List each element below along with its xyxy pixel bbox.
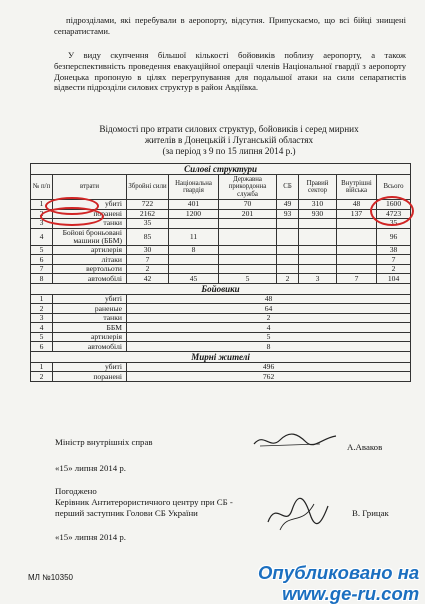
paragraph-intro: підрозділами, які перебували в аеропорту, відсутня. Припускаємо, що всі бійці знищені сепаратистами. xyxy=(54,15,406,36)
table-row xyxy=(31,304,411,314)
table-cell: 3 xyxy=(299,274,337,284)
table-cell: 2 xyxy=(377,264,411,274)
row-label: літаки xyxy=(53,255,127,265)
minister-title: Міністр внутрішніх справ xyxy=(55,437,153,447)
row-label: поранені xyxy=(53,372,127,382)
row-number: 2 xyxy=(31,372,53,382)
row-number: 1 xyxy=(31,362,53,372)
table-cell: 496 xyxy=(127,362,411,372)
table-cell: 137 xyxy=(337,209,377,219)
table-row xyxy=(31,342,411,352)
fighters-rows xyxy=(31,294,411,351)
row-number: 2 xyxy=(31,209,53,219)
table-cell xyxy=(337,255,377,265)
losses-table xyxy=(30,163,411,382)
table-cell xyxy=(169,264,219,274)
table-row xyxy=(31,294,411,304)
column-header: Правий сектор xyxy=(299,175,337,200)
table-cell: 42 xyxy=(127,274,169,284)
table-cell: 2162 xyxy=(127,209,169,219)
column-header: Державна прикордонна служба xyxy=(219,175,277,200)
table-cell: 762 xyxy=(127,372,411,382)
table-cell xyxy=(219,255,277,265)
row-label: убиті xyxy=(53,294,127,304)
row-label: танки xyxy=(53,219,127,229)
row-label: танки xyxy=(53,313,127,323)
ato-head-title: Керівник Антитерористичного центру при СБ - xyxy=(55,497,233,507)
column-header: Внутрішні війська xyxy=(337,175,377,200)
table-cell xyxy=(277,264,299,274)
ato-head-name: В. Грицак xyxy=(352,508,389,518)
section-title-forces: Силові структури xyxy=(31,164,411,175)
table-cell xyxy=(277,219,299,229)
table-cell: 85 xyxy=(127,228,169,245)
table-row xyxy=(31,228,411,245)
minister-signature-icon xyxy=(250,428,340,452)
row-label: вертольоти xyxy=(53,264,127,274)
row-label: Бойові броньовані машини (ББМ) xyxy=(53,228,127,245)
section-header-row xyxy=(31,283,411,294)
table-row xyxy=(31,209,411,219)
row-label: раненые xyxy=(53,304,127,314)
ato-head-title-2: перший заступник Голови СБ України xyxy=(55,508,198,518)
table-cell: 64 xyxy=(127,304,411,314)
table-row xyxy=(31,372,411,382)
table-cell xyxy=(219,228,277,245)
table-cell: 2 xyxy=(127,313,411,323)
table-row xyxy=(31,245,411,255)
registration-number: МЛ №10350 xyxy=(28,573,73,582)
table-cell xyxy=(169,219,219,229)
row-number: 5 xyxy=(31,245,53,255)
table-cell xyxy=(299,264,337,274)
table-cell xyxy=(337,228,377,245)
table-cell: 35 xyxy=(127,219,169,229)
row-number: 5 xyxy=(31,332,53,342)
table-caption-line1: Відомості про втрати силових структур, бойовиків і серед мирних xyxy=(99,124,359,134)
row-number: 1 xyxy=(31,294,53,304)
section-header-row xyxy=(31,351,411,362)
table-cell xyxy=(219,245,277,255)
row-number: 2 xyxy=(31,304,53,314)
table-row xyxy=(31,332,411,342)
column-header: втрати xyxy=(53,175,127,200)
table-cell: 93 xyxy=(277,209,299,219)
minister-name: А.Аваков xyxy=(347,442,383,452)
table-cell: 35 xyxy=(377,219,411,229)
table-cell: 2 xyxy=(127,264,169,274)
table-row xyxy=(31,323,411,333)
table-cell xyxy=(219,219,277,229)
table-cell: 930 xyxy=(299,209,337,219)
row-number: 1 xyxy=(31,200,53,210)
table-cell: 30 xyxy=(127,245,169,255)
table-cell xyxy=(337,219,377,229)
table-cell: 45 xyxy=(169,274,219,284)
column-header: Всього xyxy=(377,175,411,200)
table-cell xyxy=(277,245,299,255)
column-header: Національна гвардія xyxy=(169,175,219,200)
table-row xyxy=(31,255,411,265)
table-cell: 1200 xyxy=(169,209,219,219)
table-cell: 48 xyxy=(127,294,411,304)
table-cell: 2 xyxy=(277,274,299,284)
table-cell: 8 xyxy=(127,342,411,352)
row-number: 6 xyxy=(31,342,53,352)
date-ato-head: «15» липня 2014 р. xyxy=(55,532,126,542)
table-row xyxy=(31,362,411,372)
table-cell xyxy=(277,228,299,245)
table-cell: 7 xyxy=(377,255,411,265)
table-cell: 7 xyxy=(337,274,377,284)
section-header-row xyxy=(31,164,411,175)
row-label: артилерія xyxy=(53,332,127,342)
row-number: 4 xyxy=(31,323,53,333)
paragraph-proposal: У виду скупчення більшої кількості бойовиків поблизу аеропорту, а також безперспективність проведення евакуаційної операції членів Національної гвардії з аеропорту Донецька пропоную в цілях перегрупування для подальшої атаки на сили сепаратистів відвести підрозділи силових структур в район Авдіївка. xyxy=(54,50,406,93)
table-cell: 4723 xyxy=(377,209,411,219)
table-cell: 310 xyxy=(299,200,337,210)
row-number: 3 xyxy=(31,313,53,323)
table-cell xyxy=(299,245,337,255)
row-number: 4 xyxy=(31,228,53,245)
table-row xyxy=(31,200,411,210)
table-cell: 70 xyxy=(219,200,277,210)
table-caption-period: (за період з 9 по 15 липня 2014 р.) xyxy=(162,146,296,156)
table-cell xyxy=(299,228,337,245)
row-number: 3 xyxy=(31,219,53,229)
table-cell: 722 xyxy=(127,200,169,210)
watermark-line-2: www.ge-ru.com xyxy=(282,583,420,604)
table-cell: 104 xyxy=(377,274,411,284)
row-label: автомобілі xyxy=(53,274,127,284)
row-label: ББМ xyxy=(53,323,127,333)
table-cell: 48 xyxy=(337,200,377,210)
column-header-row xyxy=(31,175,411,200)
forces-rows xyxy=(31,200,411,284)
watermark-line-1: Опубликовано на xyxy=(258,562,420,583)
table-cell: 201 xyxy=(219,209,277,219)
ato-head-signature-icon xyxy=(262,492,332,534)
table-row xyxy=(31,313,411,323)
table-cell: 401 xyxy=(169,200,219,210)
table-row xyxy=(31,219,411,229)
table-cell xyxy=(337,245,377,255)
table-cell: 4 xyxy=(127,323,411,333)
table-cell: 5 xyxy=(127,332,411,342)
row-label: артилерія xyxy=(53,245,127,255)
table-cell: 1600 xyxy=(377,200,411,210)
table-cell: 5 xyxy=(219,274,277,284)
table-cell: 38 xyxy=(377,245,411,255)
table-cell xyxy=(299,255,337,265)
table-cell: 96 xyxy=(377,228,411,245)
civilian-rows xyxy=(31,362,411,381)
table-cell: 8 xyxy=(169,245,219,255)
column-header: № п/п xyxy=(31,175,53,200)
column-header: Збройні сили xyxy=(127,175,169,200)
section-title-fighters: Бойовики xyxy=(31,283,411,294)
table-cell xyxy=(299,219,337,229)
row-label: убиті xyxy=(53,362,127,372)
table-cell: 11 xyxy=(169,228,219,245)
table-row xyxy=(31,264,411,274)
watermark-stamp xyxy=(258,562,419,604)
table-row xyxy=(31,274,411,284)
row-label: автомобілі xyxy=(53,342,127,352)
row-number: 8 xyxy=(31,274,53,284)
table-cell: 7 xyxy=(127,255,169,265)
table-cell: 49 xyxy=(277,200,299,210)
row-number: 7 xyxy=(31,264,53,274)
table-cell xyxy=(277,255,299,265)
table-cell xyxy=(219,264,277,274)
section-title-civilians: Мирні жителі xyxy=(31,351,411,362)
row-label: убиті xyxy=(53,200,127,210)
row-label: поранені xyxy=(53,209,127,219)
column-header: СБ xyxy=(277,175,299,200)
agreed-label: Погоджено xyxy=(55,486,97,496)
table-caption-line2: жителів в Донецькій і Луганській областях xyxy=(144,135,314,145)
date-minister: «15» липня 2014 р. xyxy=(55,463,126,473)
table-cell xyxy=(337,264,377,274)
table-cell xyxy=(169,255,219,265)
row-number: 6 xyxy=(31,255,53,265)
